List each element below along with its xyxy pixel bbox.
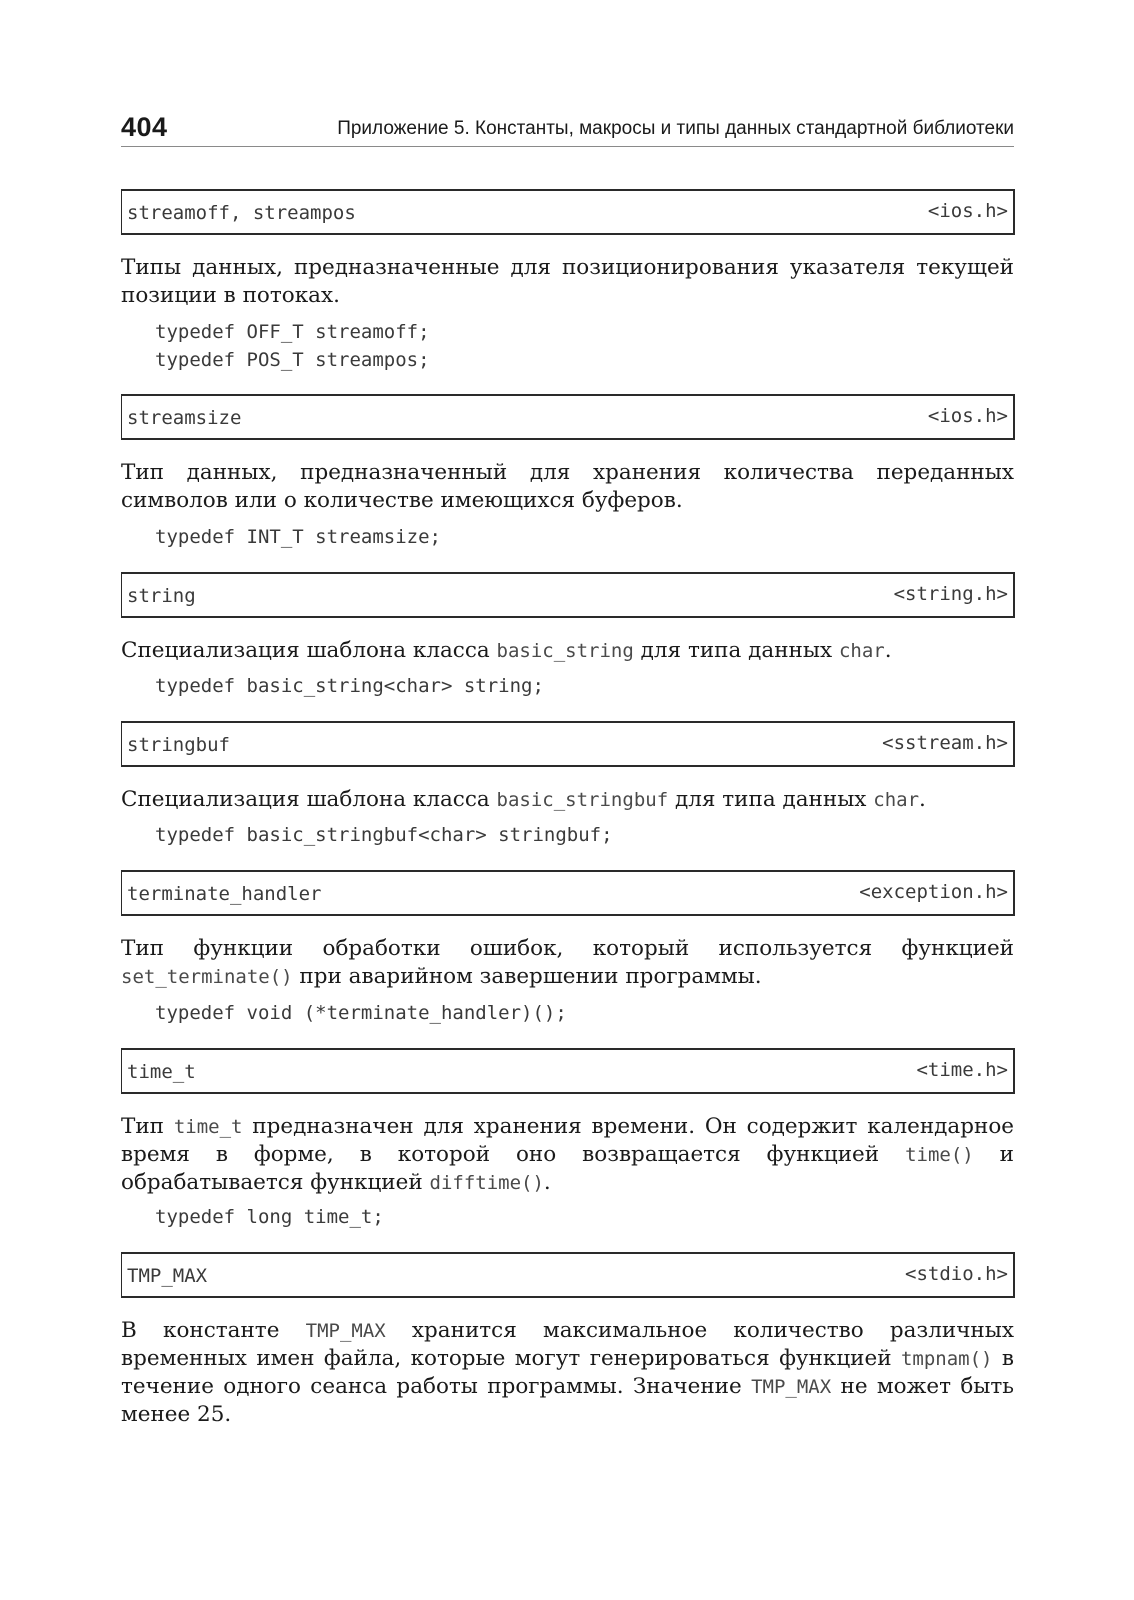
code-block — [155, 318, 430, 374]
page-number: 404 — [121, 112, 168, 142]
entry-description: Типы данных, предназначенные для позиционирования указателя текущей позиции в потоках. — [121, 255, 1014, 308]
entry-header-file: <stdio.h> — [905, 1263, 1008, 1285]
entry-name: time_t — [127, 1061, 196, 1083]
entry-name: TMP_MAX — [127, 1265, 208, 1287]
entry-box-streamsize — [121, 394, 1015, 440]
code-line: typedef OFF_T streamoff; — [155, 321, 430, 343]
entry-name: streamoff, streampos — [127, 202, 356, 224]
entry-description: Тип данных, предназначенный для хранения количества переданных символов или о количестве имеющихся буферов. — [121, 460, 1014, 513]
entry-header-file: <string.h> — [893, 583, 1008, 605]
entry-description: Тип функции обработки ошибок, который используется функцией set_terminate() при аварийном завершении программы. — [121, 936, 1014, 989]
code-line: typedef long time_t; — [155, 1206, 384, 1228]
entry-box-time-t — [121, 1048, 1015, 1094]
code-line: typedef basic_stringbuf<char> stringbuf; — [155, 824, 613, 846]
code-line: typedef basic_string<char> string; — [155, 675, 544, 697]
code-line: typedef INT_T streamsize; — [155, 526, 441, 548]
code-block — [155, 523, 441, 551]
entry-description: В константе TMP_MAX хранится максимальное количество различных временных имен файла, которые могут генерироваться функцией tmpnam() в течение одного сеанса работы программы. Значение TMP_MAX не может быть менее 25. — [121, 1318, 1014, 1427]
entry-header-file: <exception.h> — [859, 881, 1008, 903]
code-line: typedef POS_T streampos; — [155, 349, 430, 371]
code-block — [155, 1203, 384, 1231]
entry-box-terminate-handler — [121, 870, 1015, 916]
code-line: typedef void (*terminate_handler)(); — [155, 1002, 567, 1024]
entry-header-file: <ios.h> — [927, 405, 1008, 427]
entry-box-string — [121, 572, 1015, 618]
entry-description: Специализация шаблона класса basic_stringbuf для типа данных char. — [121, 787, 926, 812]
entry-header-file: <ios.h> — [927, 200, 1008, 222]
entry-box-streamoff — [121, 189, 1015, 235]
entry-header-file: <sstream.h> — [882, 732, 1008, 754]
page-header — [121, 108, 1014, 147]
code-block — [155, 999, 567, 1027]
entry-box-stringbuf — [121, 721, 1015, 767]
entry-description: Специализация шаблона класса basic_string для типа данных char. — [121, 638, 892, 663]
running-title: Приложение 5. Константы, макросы и типы данных стандартной библиотеки — [337, 118, 1014, 139]
entry-name: stringbuf — [127, 734, 230, 756]
entry-description: Тип time_t предназначен для хранения времени. Он содержит календарное время в форме, в которой оно возвращается функцией time() и обрабатывается функцией difftime(). — [121, 1114, 1014, 1195]
entry-header-file: <time.h> — [916, 1059, 1008, 1081]
entry-box-tmp-max — [121, 1252, 1015, 1298]
code-block — [155, 672, 544, 700]
entry-name: string — [127, 585, 196, 607]
entry-name: terminate_handler — [127, 883, 322, 905]
entry-name: streamsize — [127, 407, 242, 429]
code-block — [155, 821, 613, 849]
